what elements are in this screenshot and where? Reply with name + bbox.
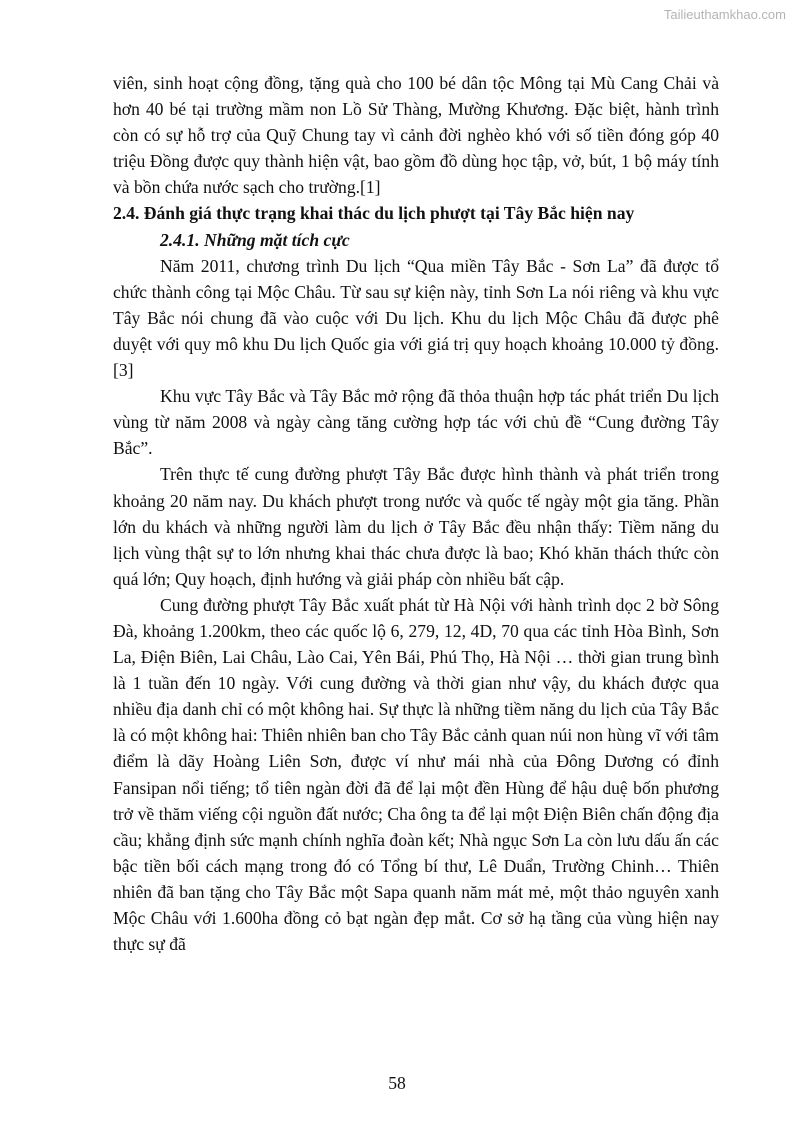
document-body: [113, 70, 719, 957]
watermark: Tailieuthamkhao.com: [663, 7, 786, 22]
page-number: 58: [388, 1073, 406, 1093]
paragraph-cooperation: Khu vực Tây Bắc và Tây Bắc mở rộng đã thỏa thuận hợp tác phát triển Du lịch vùng từ năm 2008 và ngày càng tăng cường hợp tác với chủ đề “Cung đường Tây Bắc”.: [113, 386, 719, 459]
paragraph-reality: Trên thực tế cung đường phượt Tây Bắc được hình thành và phát triển trong khoảng 20 năm nay. Du khách phượt trong nước và quốc tế ngày một gia tăng. Phần lớn du khách và những người làm du lịch ở Tây Bắc đều nhận thấy: Tiềm năng du lịch vùng thật sự to lớn nhưng khai thác chưa được là bao; Khó khăn thách thức còn quá lớn; Quy hoạch, định hướng và giải pháp còn nhiều bất cập.: [113, 464, 719, 589]
subsection-heading: 2.4.1. Những mặt tích cực: [160, 229, 350, 250]
paragraph-continued: viên, sinh hoạt cộng đồng, tặng quà cho 100 bé dân tộc Mông tại Mù Cang Chải và hơn 40 bé tại trường mầm non Lồ Sử Thàng, Mường Khương. Đặc biệt, hành trình còn có sự hỗ trợ của Quỹ Chung tay vì cảnh đời nghèo khó với số tiền đóng góp 40 triệu Đồng được quy thành hiện vật, bao gồm đồ dùng học tập, vở, bút, 1 bộ máy tính và bồn chứa nước sạch cho trường.[1]: [113, 73, 719, 198]
section-heading: 2.4. Đánh giá thực trạng khai thác du lịch phượt tại Tây Bắc hiện nay: [113, 203, 635, 224]
paragraph-route: Cung đường phượt Tây Bắc xuất phát từ Hà Nội với hành trình dọc 2 bờ Sông Đà, khoảng 1.200km, theo các quốc lộ 6, 279, 12, 4D, 70 qua các tỉnh Hòa Bình, Sơn La, Điện Biên, Lai Châu, Lào Cai, Yên Bái, Phú Thọ, Hà Nội … thời gian trung bình là 1 tuần đến 10 ngày. Với cung đường và thời gian như vậy, du khách được qua nhiều địa danh chỉ có một không hai. Sự thực là những tiềm năng du lịch của Tây Bắc là có một không hai: Thiên nhiên ban cho Tây Bắc cảnh quan núi non hùng vĩ với tâm điểm là dãy Hoàng Liên Sơn, được ví như mái nhà của Đông Dương có đỉnh Fansipan nổi tiếng; tổ tiên ngàn đời đã để lại một đền Hùng để hậu duệ bốn phương trở về thăm viếng cội nguồn đất nước; Cha ông ta để lại một Điện Biên chấn động địa cầu; khẳng định sức mạnh chính nghĩa đoàn kết; Nhà ngục Sơn La còn lưu dấu ấn các bậc tiền bối cách mạng trong đó có Tổng bí thư, Lê Duẩn, Trường Chinh… Thiên nhiên đã ban tặng cho Tây Bắc một Sapa quanh năm mát mẻ, một thảo nguyên xanh Mộc Châu với 1.600ha đồng cỏ bạt ngàn đẹp mắt. Cơ sở hạ tầng của vùng hiện nay thực sự đã: [113, 594, 719, 955]
paragraph-moc-chau: Năm 2011, chương trình Du lịch “Qua miền Tây Bắc - Sơn La” đã được tổ chức thành công tại Mộc Châu. Từ sau sự kiện này, tỉnh Sơn La nói riêng và khu vực Tây Bắc nói chung đã vào cuộc với Du lịch. Khu du lịch Mộc Châu đã được phê duyệt với quy mô khu Du lịch Quốc gia với giá trị quy hoạch khoảng 10.000 tỷ đồng.[3]: [113, 255, 719, 381]
